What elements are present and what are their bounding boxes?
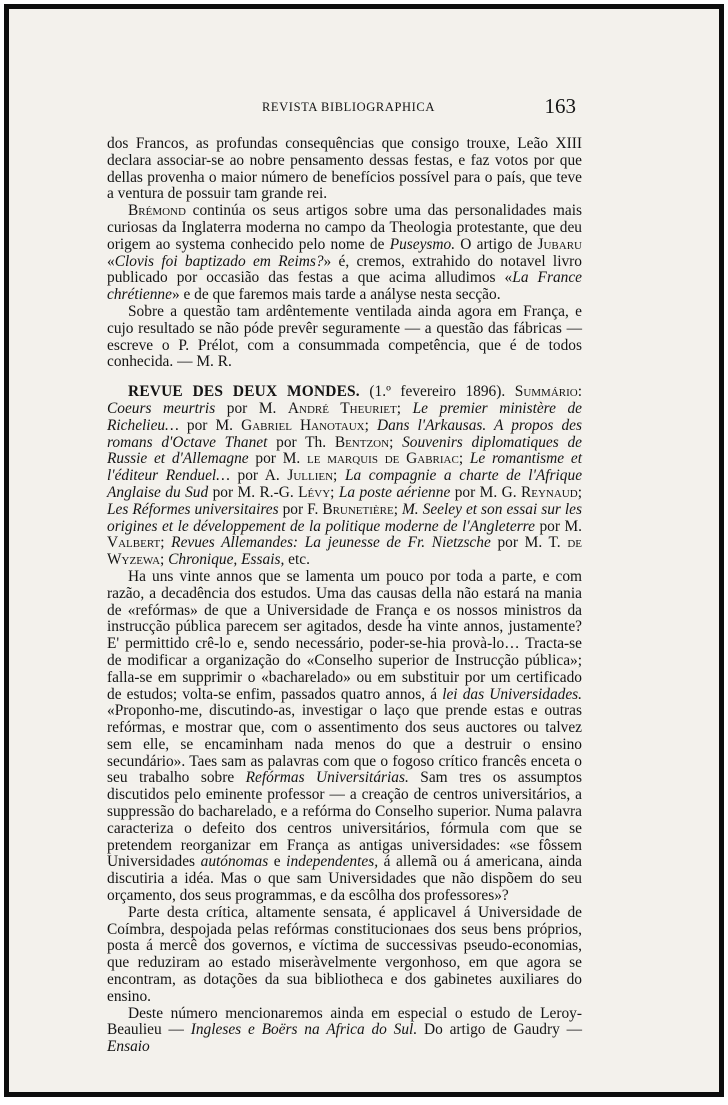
- italic-text: La compagnie a charte de l'Afrique Anglaise du Sud: [107, 467, 583, 501]
- summary-label: Summário: [514, 383, 578, 401]
- italic-text: Chronique, Essais,: [168, 551, 285, 569]
- author-name: Reynaud: [520, 483, 578, 501]
- text-run: por M. T.: [490, 534, 568, 552]
- text-run: ;: [330, 483, 339, 501]
- text-run: ;: [160, 551, 169, 569]
- italic-text: Puseysmo.: [389, 235, 456, 253]
- text-run: ;: [160, 534, 172, 552]
- page-header: [107, 94, 576, 122]
- paragraph-bremond: [107, 203, 582, 304]
- paragraph-francos: [107, 136, 582, 203]
- text-run: :: [577, 383, 582, 401]
- author-name: Brémond: [128, 202, 186, 220]
- paragraph-reformas: [107, 569, 582, 905]
- text-run: Sam tres os assumptos discutidos pelo eminente professor — a creação de centros universitários, a suppressão do bacharelado, e a refórma do Conselho superior. Numa palavra caracteriza o defeito dos centros universitários, fórmula com que se pretendem reorganizar em França as antigas universidades: «se fôssem Universidades: [107, 769, 582, 871]
- text-run: Ha uns vinte annos que se lamenta um pouco por toda a parte, e com razão, a decadência dos estudos. Uma das causas della não estará na mania de «refórmas» de que a Universidade de França e os nossos ministros da instrucção pública parecem ser agitados, desde ha vinte annos, justamente? E' permittido crê-lo e, sendo necessário, poder-se-hia provà-lo… Tracta-se de modificar a organização do «Conselho superior de Instrucção pública»; falla-se em supprimir o «bacharelado» ou em substituir por um certificado de estudos; volta-se enfim, passados quatro annos, á: [107, 567, 582, 703]
- italic-text: Ingleses e Boërs na Africa do Sul.: [190, 1021, 418, 1039]
- italic-text: Ensaio: [107, 1038, 150, 1056]
- text-run: por M.: [534, 517, 582, 535]
- text-run: Do artigo de Gaudry —: [417, 1021, 582, 1039]
- book-page: [4, 4, 724, 1097]
- italic-text: Clovis foi baptizado em Reims?: [114, 252, 324, 270]
- paragraph-leroy-beaulieu: [107, 1006, 582, 1056]
- italic-text: M. Seeley et son essai sur les origines et le développement de la politique moderne de l'Angleterre: [107, 500, 583, 535]
- text-run: Deste número mencionaremos ainda em especial o estudo de Leroy-Beaulieu —: [107, 1004, 582, 1039]
- author-name: de Wyzewa: [107, 534, 582, 569]
- author-name: André Theuriet: [287, 399, 397, 417]
- text-run: por M.: [215, 399, 288, 417]
- text-run: ;: [577, 483, 582, 501]
- paragraph-fabricas: [107, 304, 582, 371]
- text-run: ;: [389, 433, 403, 451]
- text-run: por F.: [278, 500, 323, 518]
- italic-text: Coeurs meurtris: [107, 399, 216, 417]
- italic-text: autónomas: [200, 853, 269, 871]
- text-run: O artigo de: [455, 235, 538, 253]
- author-name: Gabriel Hanotaux: [241, 416, 365, 434]
- text-run: ;: [364, 416, 377, 434]
- text-run: » é, cremos, extrahido do notavel livro publicado por occasião das festas a que acima alludimos «: [107, 252, 582, 287]
- text-run: ;: [333, 467, 345, 485]
- author-name: Jullien: [287, 467, 334, 485]
- text-run: » e de que faremos mais tarde a anályse nesta secção.: [171, 286, 501, 304]
- italic-text: Le premier ministère de Richelieu…: [107, 399, 583, 434]
- italic-text: lei das Universidades.: [442, 685, 583, 703]
- italic-text: La France chrétienne: [107, 269, 582, 304]
- page-number: 163: [544, 94, 576, 118]
- author-name: le marquis de Gabriac: [307, 450, 459, 468]
- author-name: Valbert: [107, 534, 161, 552]
- italic-text: Le romantisme et l'éditeur Renduel…: [107, 450, 582, 485]
- author-name: Lévy: [298, 483, 331, 501]
- text-run: por M.: [178, 416, 242, 434]
- text-run: por Th.: [267, 433, 335, 451]
- text-run: ;: [393, 500, 402, 518]
- text-run: ;: [458, 450, 470, 468]
- italic-text: La poste aérienne: [338, 483, 451, 501]
- author-name: Bentzon: [334, 433, 390, 451]
- journal-title: REVUE DES DEUX MONDES.: [128, 383, 360, 401]
- text-run: ;: [396, 399, 413, 417]
- running-title: REVISTA BIBLIOGRAPHICA: [262, 100, 435, 114]
- paragraph-coimbra: [107, 905, 582, 1006]
- text-run: por M. G.: [450, 483, 521, 501]
- text-run: (1.º fevereiro 1896).: [359, 383, 515, 401]
- text-run: «Proponho-me, discutindo-as, investigar o laço que prende estas e outras refórmas, e mostrar que, com o assentimento dos seus auctores ou talvez sem elle, se encaminham nada menos do que a destruir o ensino secundário». Taes sam as palavras com que o fogoso crítico francês enceta o seu trabalho sobre: [107, 702, 582, 787]
- text-run: etc.: [284, 551, 310, 569]
- italic-text: Dans l'Arkausas. A propos des romans d'Octave Thanet: [107, 416, 583, 451]
- italic-text: Les Réformes universitaires: [107, 500, 279, 518]
- italic-text: Souvenirs diplomatiques de Russie et d'Allemagne: [107, 433, 583, 468]
- text-run: por M. R.-G.: [208, 483, 299, 501]
- text-run: «: [107, 252, 115, 270]
- italic-text: Refórmas Universitárias.: [245, 769, 409, 787]
- text-run: por A.: [229, 467, 288, 485]
- text-run: á allemã ou á americana, ainda discutiria a idéa. Mas o que sam Universidades que não dispõem do seu orçamento, dos seus programmas, e da escôlha dos professores»?: [107, 853, 582, 905]
- author-name: Jubaru: [537, 235, 582, 253]
- text-run: continúa os seus artigos sobre uma das personalidades mais curiosas da Inglaterra moderna no campo da Theologia protestante, que deu origem ao systema conhecido pelo nome de: [107, 202, 582, 253]
- author-name: Brunetière: [322, 500, 394, 518]
- text-body: [107, 136, 582, 1056]
- italic-text: independentes,: [286, 853, 379, 871]
- text-run: e: [268, 853, 287, 871]
- text-run: Sobre a questão tam ardêntemente ventilada ainda agora em França, e cujo resultado se não póde prevêr seguramente — a questão das fábricas — escreve o P. Prélot, com a consummada competência, que é de todos conhecida. — M. R.: [107, 302, 582, 371]
- text-run: por M.: [248, 450, 307, 468]
- text-run: dos Francos, as profundas consequências que consigo trouxe, Leão XIII declara associar-se ao nobre pensamento dessas festas, e faz votos por que dellas provenha o maior número de benefícios possível para o país, que teve a ventura de possuir tam grande rei.: [107, 135, 582, 203]
- text-run: Parte desta crítica, altamente sensata, é applicavel á Universidade de Coímbra, despojada pelas refórmas constitucionaes dos seus bens próprios, posta á mercê dos governos, e víctima de successivas pseudo-economias, que reduziram ao estado miseràvelmente vergonhoso, em que agora se encontram, as dotações da sua bibliotheca e dos gabinetes auxiliares do ensino.: [107, 903, 582, 1005]
- italic-text: Revues Allemandes: La jeunesse de Fr. Nietzsche: [171, 534, 491, 552]
- paragraph-revue-summary: [107, 384, 582, 569]
